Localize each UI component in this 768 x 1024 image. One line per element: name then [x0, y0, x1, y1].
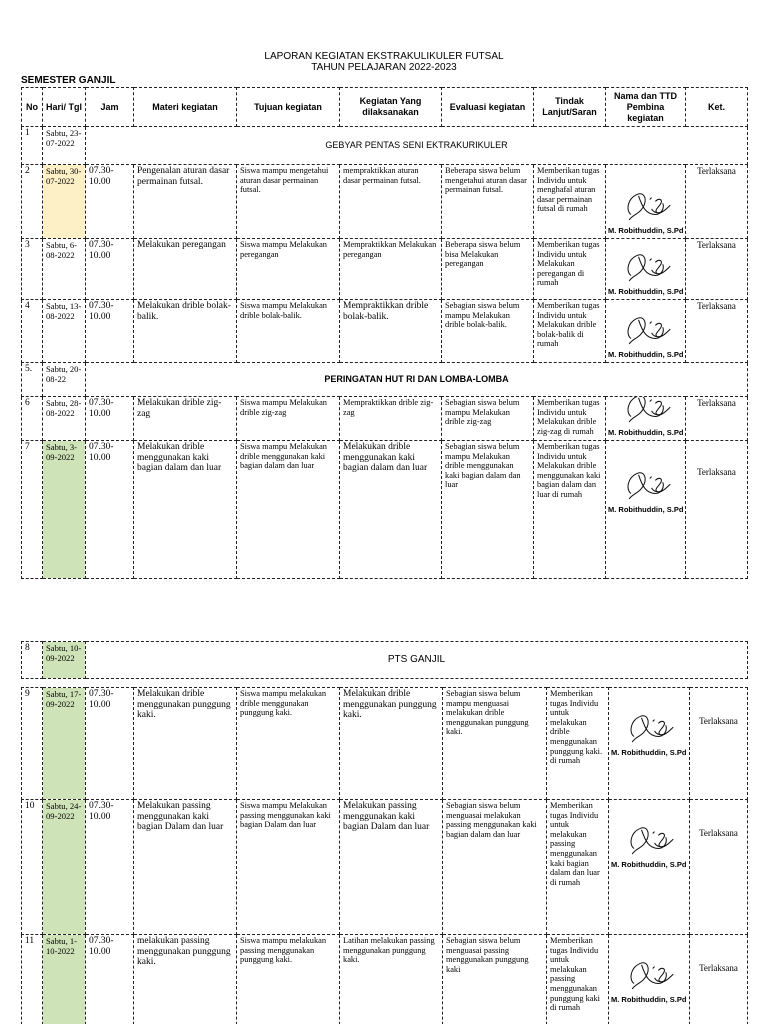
row-date: Sabtu, 13-08-2022 — [43, 300, 86, 363]
col-followup: Tindak Lanjut/Saran — [534, 88, 606, 127]
row-activity: Latihan melakukan passing menggunakan punggung kaki. — [340, 935, 443, 1024]
table-row — [22, 642, 748, 679]
col-goal: Tujuan kegiatan — [237, 88, 340, 127]
row-time: 07.30-10.00 — [86, 441, 134, 579]
row-time: 07.30-10.00 — [86, 935, 134, 1024]
row-followup: Memberikan tugas Individu untuk menghafal aturan dasar permainan futsal di rumah — [534, 165, 606, 239]
event-label: PTS GANJIL — [86, 642, 748, 679]
row-note: Terlaksana — [686, 441, 748, 579]
row-date: Sabtu, 23-07-2022 — [43, 127, 86, 165]
row-activity: Melakukan drible menggunakan punggung kaki. — [340, 688, 443, 800]
signature-cell — [609, 935, 690, 1024]
table-row — [22, 688, 748, 800]
row-material: Melakukan passing menggunakan kaki bagian Dalam dan luar — [134, 800, 237, 935]
row-activity: mempraktikkan aturan dasar permainan futsal. — [340, 165, 442, 239]
activity-table-continued — [21, 687, 748, 1024]
row-no: 4 — [22, 300, 43, 363]
signature-icon — [618, 310, 674, 352]
row-material: Melakukan peregangan — [134, 239, 237, 300]
row-activity: Mempraktikkan Melakukan peregangan — [340, 239, 442, 300]
row-no: 6 — [22, 397, 43, 441]
row-evaluation: Sebagian siswa belum mampu Melakukan drible bolak-balik. — [442, 300, 534, 363]
coach-name: M. Robithuddin, S.Pd — [611, 859, 687, 869]
table-row — [22, 127, 748, 165]
row-time: 07.30-10.00 — [86, 165, 134, 239]
row-activity: Melakukan drible menggunakan kaki bagian dalam dan luar — [340, 441, 442, 579]
table-row — [22, 239, 748, 300]
row-no: 7 — [22, 441, 43, 579]
pts-table — [21, 641, 748, 679]
signature-icon — [618, 465, 674, 507]
row-followup: Memberikan tugas Individu untuk Melakukan drible menggunakan kaki bagian dalam dan luar di rumah — [534, 441, 606, 579]
row-evaluation: Sebagian siswa belum mampu Melakukan drible menggunakan kaki bagian dalam dan luar — [442, 441, 534, 579]
row-evaluation: Sebagian siswa belum menguasai melakukan passing menggunakan kaki bagian dalam dan luar — [443, 800, 547, 935]
row-followup: Memberikan tugas Individu untuk Melakukan drible zig-zag di rumah — [534, 397, 606, 441]
row-no: 5. — [22, 363, 43, 397]
activity-table — [21, 87, 748, 579]
event-label: GEBYAR PENTAS SENI EKTRAKURIKULER — [86, 127, 748, 165]
row-material: Melakukan drible zig-zag — [134, 397, 237, 441]
row-no: 2 — [22, 165, 43, 239]
signature-cell — [606, 441, 686, 579]
row-time: 07.30-10.00 — [86, 239, 134, 300]
coach-name: M. Robithuddin, S.Pd — [608, 504, 684, 514]
col-evaluation: Evaluasi kegiatan — [442, 88, 534, 127]
row-note: Terlaksana — [686, 239, 748, 300]
col-material: Materi kegiatan — [134, 88, 237, 127]
row-evaluation: Sebagian siswa belum mampu Melakukan drible zig-zag — [442, 397, 534, 441]
row-date: Sabtu, 3-09-2022 — [43, 441, 86, 579]
row-note: Terlaksana — [690, 800, 748, 935]
col-note: Ket. — [686, 88, 748, 127]
row-goal: Siswa mampu melakukan drible menggunakan punggung kaki. — [237, 688, 340, 800]
row-note: Terlaksana — [686, 165, 748, 239]
signature-icon — [621, 820, 677, 862]
row-followup: Memberikan tugas Individu untuk melakukan drible menggunakan punggung kaki. di rumah — [547, 688, 609, 800]
row-note: Terlaksana — [686, 300, 748, 363]
signature-icon — [618, 397, 674, 431]
row-goal: Siswa mampu mengetahui aturan dasar permainan futsal. — [237, 165, 340, 239]
row-activity: Mempraktikkan drible zig-zag — [340, 397, 442, 441]
coach-name: M. Robithuddin, S.Pd — [608, 286, 684, 296]
col-date: Hari/ Tgl — [43, 88, 86, 127]
report-year: TAHUN PELAJARAN 2022-2023 — [311, 62, 457, 73]
table-row — [22, 800, 748, 935]
table-row — [22, 397, 748, 441]
row-evaluation: Sebagian siswa belum mampu menguasai melakukan drible menggunakan punggung kaki. — [443, 688, 547, 800]
row-date: Sabtu, 30-07-2022 — [43, 165, 86, 239]
row-evaluation: Beberapa siswa belum mengetahui aturan dasar permainan futsal. — [442, 165, 534, 239]
table-row — [22, 300, 748, 363]
table-row — [22, 363, 748, 397]
coach-name: M. Robithuddin, S.Pd — [608, 427, 684, 437]
row-date: Sabtu, 24-09-2022 — [43, 800, 86, 935]
row-followup: Memberikan tugas Individu untuk Melakukan peregangan di rumah — [534, 239, 606, 300]
row-no: 9 — [22, 688, 43, 800]
row-date: Sabtu, 20-08-22 — [43, 363, 86, 397]
signature-icon — [621, 708, 677, 750]
table-row — [22, 441, 748, 579]
coach-name: M. Robithuddin, S.Pd — [608, 349, 684, 359]
row-evaluation: Beberapa siswa belum bisa Melakukan peregangan — [442, 239, 534, 300]
signature-icon — [621, 955, 677, 997]
row-date: Sabtu, 1-10-2022 — [43, 935, 86, 1024]
row-activity: Melakukan passing menggunakan kaki bagian Dalam dan luar — [340, 800, 443, 935]
report-title: LAPORAN KEGIATAN EKSTRAKULIKULER FUTSAL — [264, 51, 504, 62]
semester-label: SEMESTER GANJIL — [21, 75, 116, 86]
coach-name: M. Robithuddin, S.Pd — [611, 994, 687, 1004]
row-time: 07.30-10.00 — [86, 688, 134, 800]
col-coach: Nama dan TTD Pembina kegiatan — [606, 88, 686, 127]
row-note: Terlaksana — [690, 935, 748, 1024]
row-no: 1 — [22, 127, 43, 165]
row-time: 07.30-10.00 — [86, 300, 134, 363]
row-followup: Memberikan tugas Individu untuk melakukan passing menggunakan kaki bagian dalam dan luar di rumah — [547, 800, 609, 935]
row-date: Sabtu, 28-08-2022 — [43, 397, 86, 441]
coach-name: M. Robithuddin, S.Pd — [608, 225, 684, 235]
event-label: PERINGATAN HUT RI DAN LOMBA-LOMBA — [86, 363, 748, 397]
table-row — [22, 165, 748, 239]
signature-cell — [606, 165, 686, 239]
row-goal: Siswa mampu Melakukan passing menggunakan kaki bagian Dalam dan luar — [237, 800, 340, 935]
col-activity: Kegiatan Yang dilaksanakan — [340, 88, 442, 127]
signature-cell — [606, 300, 686, 363]
row-material: Melakukan drible menggunakan punggung kaki. — [134, 688, 237, 800]
row-time: 07.30-10.00 — [86, 800, 134, 935]
table-row — [22, 935, 748, 1024]
signature-icon — [618, 186, 674, 228]
row-date: Sabtu, 10-09-2022 — [43, 642, 86, 679]
row-material: Melakukan drible bolak-balik. — [134, 300, 237, 363]
row-time: 07.30-10.00 — [86, 397, 134, 441]
row-goal: Siswa mampu Melakukan drible bolak-balik. — [237, 300, 340, 363]
row-note: Terlaksana — [690, 688, 748, 800]
row-evaluation: Sebagian siswa belum menguasai passing menggunakan punggung kaki — [443, 935, 547, 1024]
signature-cell — [606, 239, 686, 300]
row-material: melakukan passing menggunakan punggung kaki. — [134, 935, 237, 1024]
row-no: 8 — [22, 642, 43, 679]
row-note: Terlaksana — [686, 397, 748, 441]
row-no: 11 — [22, 935, 43, 1024]
row-activity: Mempraktikkan drible bolak-balik. — [340, 300, 442, 363]
row-followup: Memberikan tugas Individu untuk melakukan passing menggunakan punggung kaki di rumah — [547, 935, 609, 1024]
signature-icon — [618, 247, 674, 289]
col-time: Jam — [86, 88, 134, 127]
row-no: 3 — [22, 239, 43, 300]
row-goal: Siswa mampu Melakukan drible zig-zag — [237, 397, 340, 441]
row-material: Pengenalan aturan dasar permainan futsal. — [134, 165, 237, 239]
row-material: Melakukan drible menggunakan kaki bagian dalam dan luar — [134, 441, 237, 579]
col-no: No — [22, 88, 43, 127]
row-goal: Siswa mampu Melakukan drible menggunakan kaki bagian dalam dan luar — [237, 441, 340, 579]
row-followup: Memberikan tugas Individu untuk Melakukan drible bolak-balik di rumah — [534, 300, 606, 363]
row-date: Sabtu, 17-09-2022 — [43, 688, 86, 800]
row-goal: Siswa mampu melakukan passing menggunakan punggung kaki. — [237, 935, 340, 1024]
row-date: Sabtu, 6-08-2022 — [43, 239, 86, 300]
row-goal: Siswa mampu Melakukan peregangan — [237, 239, 340, 300]
signature-cell — [609, 688, 690, 800]
signature-cell — [609, 800, 690, 935]
coach-name: M. Robithuddin, S.Pd — [611, 747, 687, 757]
header-row — [22, 88, 748, 127]
signature-cell — [606, 397, 686, 441]
row-no: 10 — [22, 800, 43, 935]
